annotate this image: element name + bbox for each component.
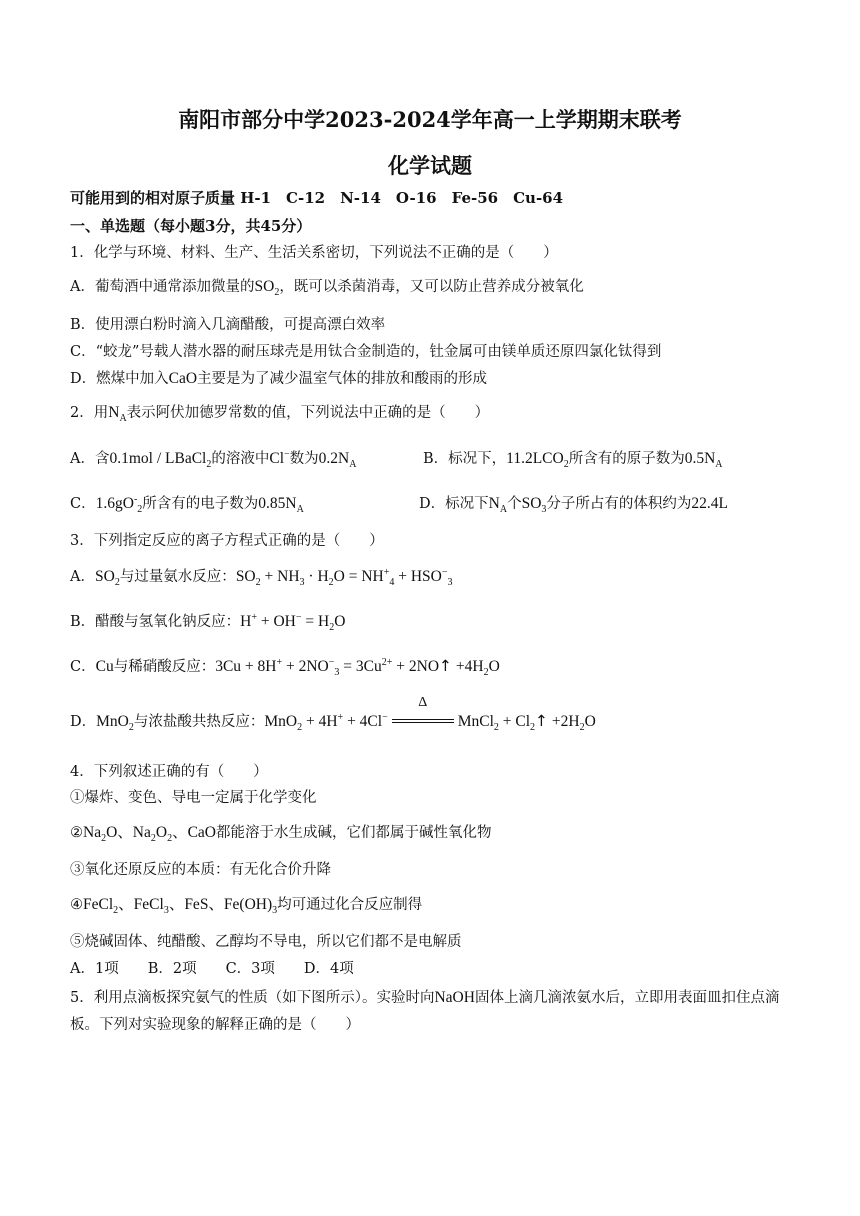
q3-stem: 3．下列指定反应的离子方程式正确的是（ ） [70,533,384,549]
q4-statement-2: $②Na_2O$、$Na_2O_2$、CaO都能溶于水生成碱，它们都属于碱性氧化物 [70,824,492,845]
q1-option-d: D．燃煤中加入CaO主要是为了减少温室气体的排放和酸雨的形成 [70,370,488,387]
q3-option-c: C．Cu与稀硝酸反应：$3Cu + 8H^+ + 2NO^-_3 = 3Cu^{2+}$ + 2NO↑ $+4H_2O$ [70,656,500,679]
q4-statement-1: ①爆炸、变色、导电一定属于化学变化 [70,790,317,806]
q2-option-d: D．标况下$N_A$个$SO_3$分子所占有的体积约为22.4L [419,495,728,516]
q4-statement-3: ③氧化还原反应的本质：有无化合价升降 [70,862,331,878]
q2-stem: 2．用$N_A$表示阿伏加德罗常数的值，下列说法中正确的是（ ） [70,404,490,425]
q4-statement-4: ④FeCl$_2$、FeCl$_3$、FeS、$Fe(OH)_3$均可通过化合反应制得 [70,896,423,917]
atomic-masses: 可能用到的相对原子质量 H-1 C-12 N-14 O-16 Fe-56 Cu-64 [70,189,564,207]
exam-title: 南阳市部分中学2023-2024学年高一上学期期末联考 [178,107,682,132]
q4-stem: 4．下列叙述正确的有（ ） [70,764,268,780]
q5-stem: 5．利用点滴板探究氨气的性质（如下图所示）。实验时向NaOH固体上滴几滴浓氨水后，立即用表面皿扣住点滴板。下列对实验现象的解释正确的是（ ） [70,989,780,1033]
q2-option-c: C．$1.6gO^-_2$所含有的电子数为$0.85N_A$ [70,493,304,516]
q2-option-a: A．含0.1mol / LBaCl$_2$的溶液中Cl−数为$0.2N_A$ [70,448,357,471]
q1-option-c: C．“蛟龙”号载人潜水器的耐压球壳是用钛合金制造的，钍金属可由镁单质还原四氯化钛得到 [70,344,662,360]
q3-option-b: B．醋酸与氢氧化钠反应：$H^+ + OH^- = H_2O$ [70,611,346,634]
q4-options: A．1项 B．2项 C．3项 D．4项 [70,961,354,977]
q1-stem: 1．化学与环境、材料、生产、生活关系密切，下列说法不正确的是（ ） [70,245,558,261]
heating-condition: Δ [392,715,454,729]
q1-option-a: A．葡萄酒中通常添加微量的$SO_2$，既可以杀菌消毒，又可以防止营养成分被氧化 [70,278,584,299]
q3-option-d: D．MnO$_2$与浓盐酸共热反应：MnO$_2$ + 4H+ + 4Cl− Δ MnCl$_2$ + $Cl_2↑ +2H_2O$ [70,695,596,734]
exam-subtitle: 化学试题 [388,153,472,178]
q3-option-a: A．$SO_2$与过量氨水反应：$SO_2 + NH_3 \cdot H_2O = NH^+_4 + HSO^-_3$ [70,566,453,589]
q4-statement-5: ⑤烧碱固体、纯醋酸、乙醇均不导电，所以它们都不是电解质 [70,934,462,950]
q1-option-b: B．使用漂白粉时滴入几滴醋酸，可提高漂白效率 [70,317,386,333]
section-heading: 一、单选题（每小题3分，共45分） [70,217,312,235]
q2-option-b: B．标况下，$11.2LCO_2$所含有的原子数为$0.5N_A$ [423,450,723,471]
